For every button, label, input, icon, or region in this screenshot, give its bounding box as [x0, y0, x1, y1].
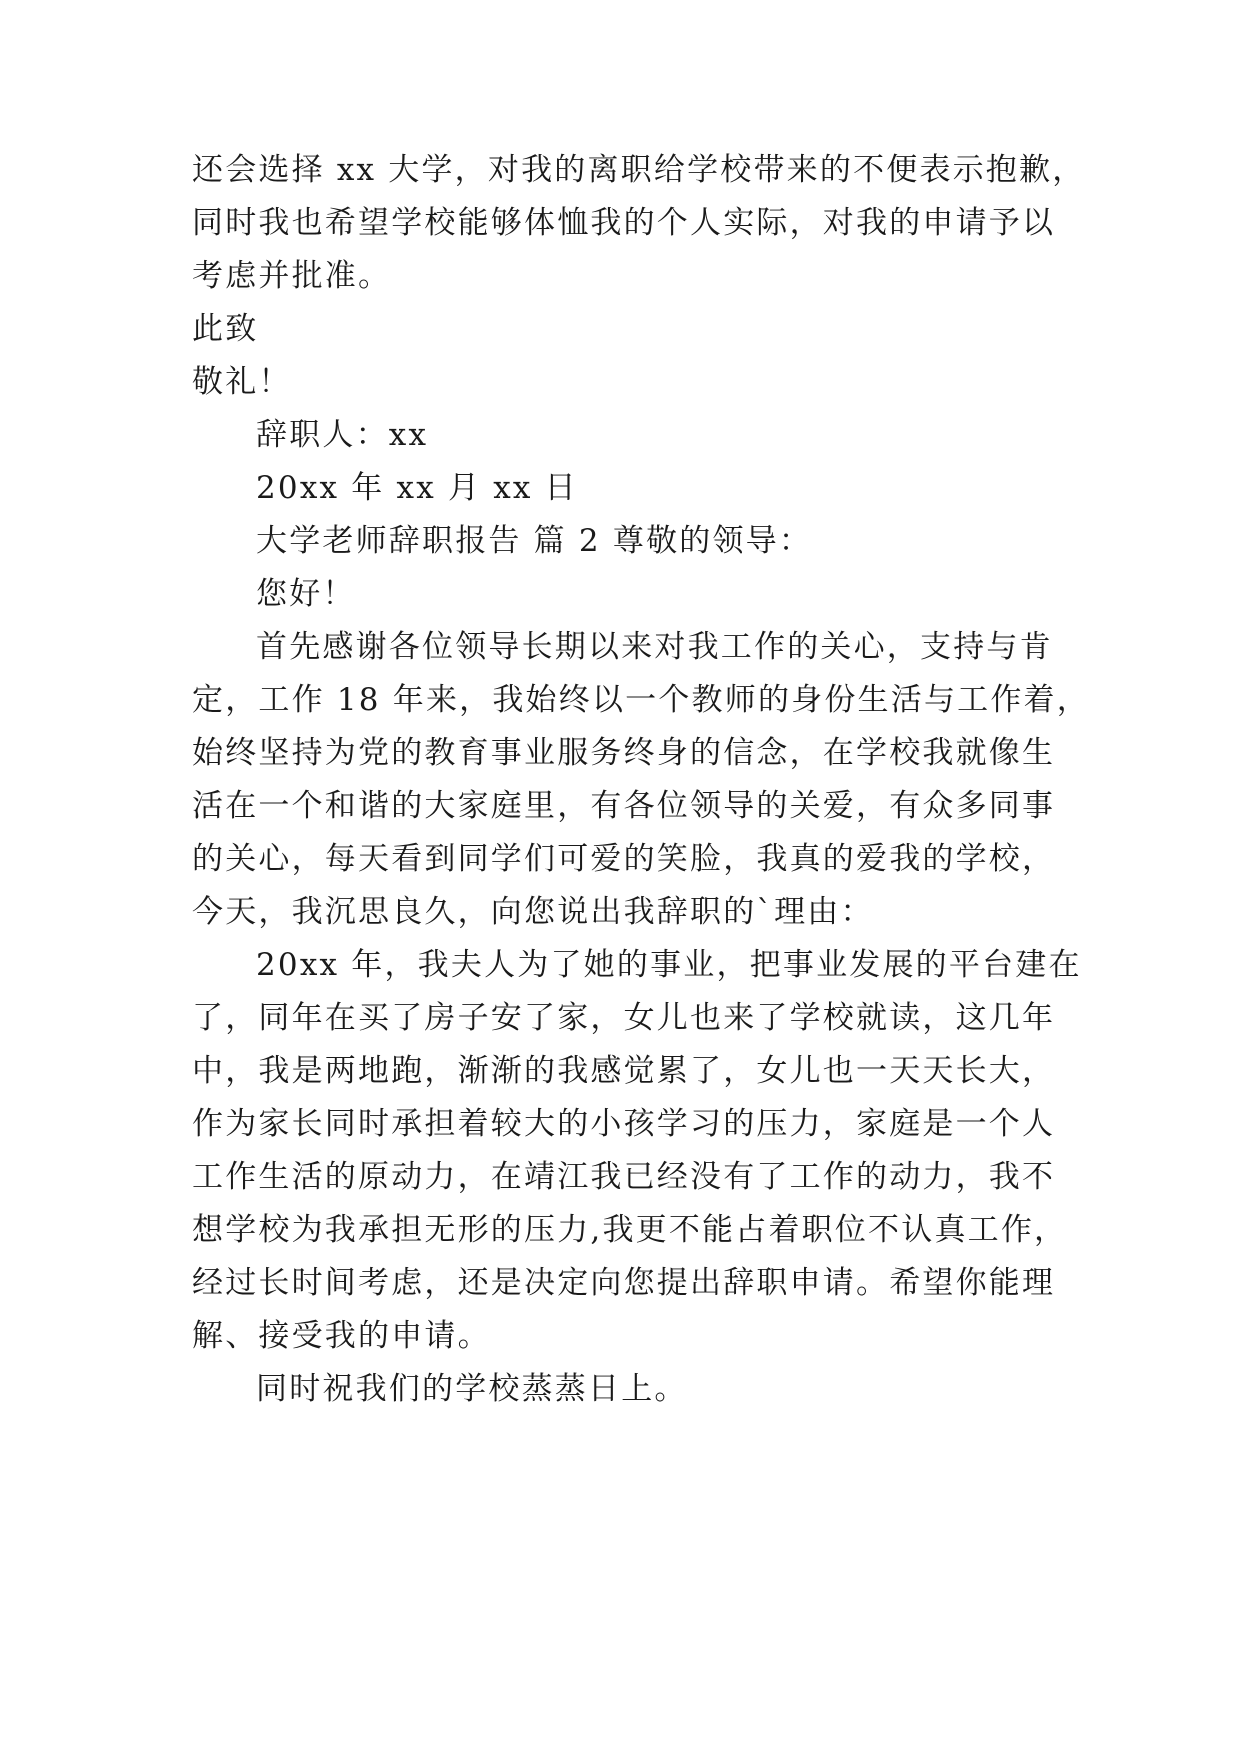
body-line: 今天，我沉思良久，向您说出我辞职的`理由：	[192, 894, 874, 930]
date-line: 20xx 年 xx 月 xx 日	[256, 470, 578, 506]
closing-line: 此致	[192, 311, 259, 347]
section-heading: 大学老师辞职报告 篇 2 尊敬的领导：	[256, 523, 813, 559]
signature-line: 辞职人：xx	[256, 417, 429, 453]
body-line: 还会选择 xx 大学，对我的离职给学校带来的不便表示抱歉，	[192, 152, 1086, 188]
body-line: 始终坚持为党的教育事业服务终身的信念，在学校我就像生	[192, 735, 1056, 771]
body-line: 工作生活的原动力，在靖江我已经没有了工作的动力，我不	[192, 1159, 1056, 1195]
body-line: 解、接受我的申请。	[192, 1318, 491, 1354]
body-line: 20xx 年，我夫人为了她的事业，把事业发展的平台建在	[256, 947, 1082, 983]
body-line: 考虑并批准。	[192, 258, 392, 294]
body-line: 定，工作 18 年来，我始终以一个教师的身份生活与工作着，	[192, 682, 1090, 718]
body-line: 首先感谢各位领导长期以来对我工作的关心，支持与肯	[256, 629, 1053, 665]
body-line: 经过长时间考虑，还是决定向您提出辞职申请。希望你能理	[192, 1265, 1056, 1301]
closing-salute: 敬礼！	[192, 364, 292, 400]
body-line: 中，我是两地跑，渐渐的我感觉累了，女儿也一天天长大，	[192, 1053, 1056, 1089]
body-line: 活在一个和谐的大家庭里，有各位领导的关爱，有众多同事	[192, 788, 1056, 824]
body-line: 同时我也希望学校能够体恤我的个人实际，对我的申请予以	[192, 205, 1056, 241]
body-line: 作为家长同时承担着较大的小孩学习的压力，家庭是一个人	[192, 1106, 1056, 1142]
closing-wish: 同时祝我们的学校蒸蒸日上。	[256, 1371, 688, 1407]
greeting-line: 您好！	[256, 576, 356, 612]
body-line: 了，同年在买了房子安了家，女儿也来了学校就读，这几年	[192, 1000, 1056, 1036]
body-line: 想学校为我承担无形的压力,我更不能占着职位不认真工作，	[192, 1212, 1068, 1248]
body-line: 的关心，每天看到同学们可爱的笑脸，我真的爱我的学校，	[192, 841, 1056, 877]
